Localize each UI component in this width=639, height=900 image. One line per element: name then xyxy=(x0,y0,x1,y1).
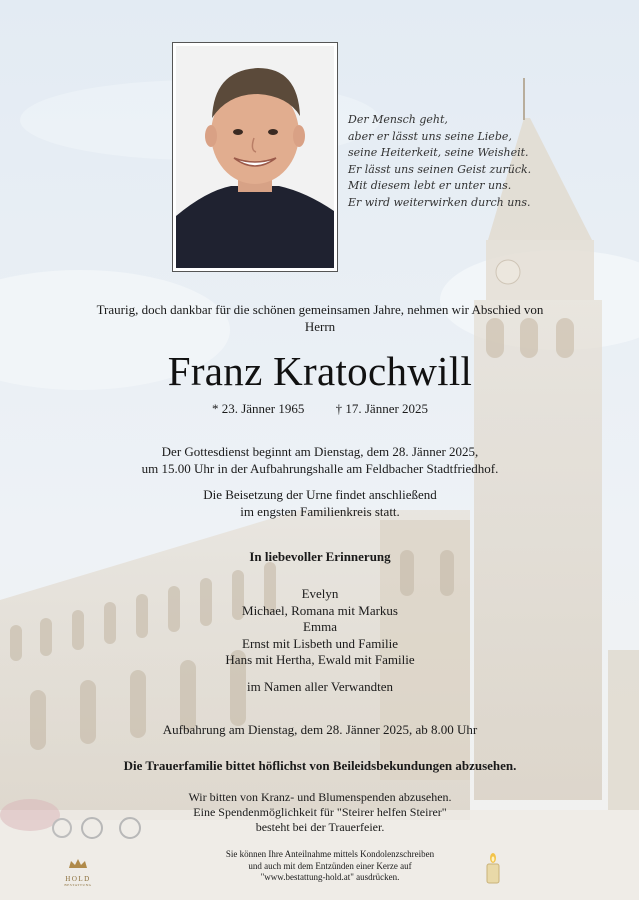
death-date: † 17. Jänner 2025 xyxy=(335,401,429,416)
logo-subtitle: BESTATTUNG xyxy=(64,883,92,887)
poem-line: seine Heiterkeit, seine Weisheit. xyxy=(348,146,529,159)
condolence-line: und auch mit dem Entzünden einer Kerze auf xyxy=(248,860,412,871)
condolence-request: Die Trauerfamilie bittet höflichst von Beileidsbekundungen abzusehen. xyxy=(123,758,517,773)
service-line: um 15.00 Uhr in der Aufbahrungshalle am Feldbacher Stadtfriedhof. xyxy=(141,461,499,476)
service-line: Der Gottesdienst beginnt am Dienstag, dem 28. Jänner 2025, xyxy=(161,444,479,459)
family-member: Evelyn xyxy=(301,586,339,601)
intro-line: Traurig, doch dankbar für die schönen gemeinsamen Jahre, nehmen wir Abschied von xyxy=(96,302,544,317)
portrait-photo xyxy=(172,42,338,272)
donation-line: Wir bitten von Kranz- und Blumenspenden abzusehen. xyxy=(188,790,452,804)
crown-icon xyxy=(67,858,89,870)
intro-salutation: Herrn xyxy=(304,319,336,334)
condolence-line: Sie können Ihre Anteilnahme mittels Kondolenzschreiben xyxy=(225,849,435,859)
condolence-line: "www.bestattung-hold.at" ausdrücken. xyxy=(260,872,400,882)
memory-heading: In liebevoller Erinnerung xyxy=(249,549,391,564)
family-member: Emma xyxy=(303,619,337,634)
family-member: Michael, Romana mit Markus xyxy=(242,602,398,618)
viewing-info: Aufbahrung am Dienstag, dem 28. Jänner 2025, ab 8.00 Uhr xyxy=(162,722,478,737)
poem-line: Er wird weiterwirken durch uns. xyxy=(348,195,531,209)
donation-info xyxy=(100,790,540,835)
poem-line: Er lässt uns seinen Geist zurück. xyxy=(348,162,532,176)
poem-line: Der Mensch geht, xyxy=(348,113,448,126)
memorial-poem xyxy=(348,112,548,211)
donation-line: besteht bei der Trauerfeier. xyxy=(255,820,385,834)
urn-line: Die Beisetzung der Urne findet anschließend xyxy=(203,487,437,502)
urn-info xyxy=(100,486,540,520)
donation-line: Eine Spendenmöglichkeit für "Steirer helfen Steirer" xyxy=(193,805,447,819)
family-member: Hans mit Hertha, Ewald mit Familie xyxy=(225,652,415,667)
relatives-note: im Namen aller Verwandten xyxy=(247,679,393,694)
poem-line: Mit diesem lebt er unter uns. xyxy=(348,179,512,192)
life-dates xyxy=(100,400,540,417)
logo-name: HOLD xyxy=(65,875,91,883)
urn-line: im engsten Familienkreis statt. xyxy=(240,504,400,519)
candle-icon xyxy=(484,852,502,889)
poem-line: aber er lässt uns seine Liebe, xyxy=(348,129,512,143)
family-member: Ernst mit Lisbeth und Familie xyxy=(242,635,398,651)
family-list xyxy=(100,586,540,669)
funeral-home-logo xyxy=(58,857,98,888)
service-info xyxy=(100,443,540,477)
birth-date: * 23. Jänner 1965 xyxy=(211,401,305,416)
condolence-info xyxy=(180,849,480,884)
deceased-name: Franz Kratochwill xyxy=(167,348,473,394)
intro-text xyxy=(96,301,544,335)
